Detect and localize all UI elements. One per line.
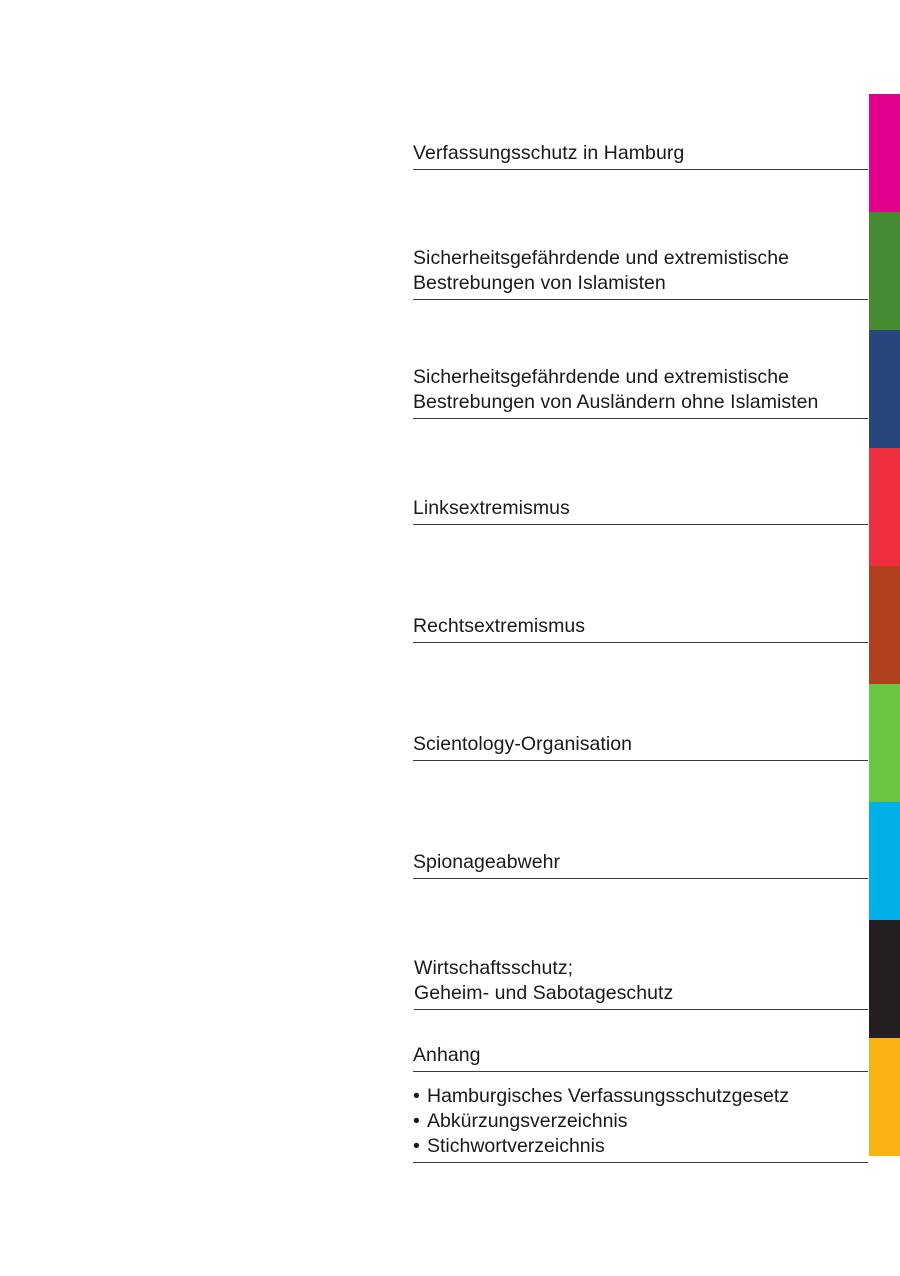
tab-rechtsextremismus[interactable] bbox=[869, 566, 900, 684]
list-item[interactable]: • Hamburgisches Verfassungsschutzgesetz bbox=[413, 1085, 790, 1107]
tab-islamisten[interactable] bbox=[869, 212, 900, 330]
section-title: Geheim- und Sabotageschutz bbox=[414, 982, 674, 1004]
section-entry-anhang[interactable] bbox=[413, 1043, 868, 1072]
tab-spionageabwehr[interactable] bbox=[869, 802, 900, 920]
section-entry-rechtsextremismus[interactable] bbox=[413, 614, 868, 643]
tab-linksextremismus[interactable] bbox=[869, 448, 900, 566]
tab-verfassungsschutz[interactable] bbox=[869, 94, 900, 212]
section-entry-islamisten[interactable] bbox=[413, 246, 868, 300]
bullet-icon: • bbox=[413, 1135, 420, 1157]
section-entry-verfassungsschutz[interactable] bbox=[413, 141, 868, 170]
section-title: Sicherheitsgefährdende und extremistische bbox=[413, 366, 790, 388]
bullet-icon: • bbox=[413, 1110, 420, 1132]
section-title: Bestrebungen von Ausländern ohne Islamisten bbox=[413, 391, 819, 413]
section-title: Rechtsextremismus bbox=[413, 615, 586, 637]
section-entry-scientology[interactable] bbox=[413, 732, 868, 761]
section-title: Anhang bbox=[413, 1044, 481, 1066]
list-item[interactable]: • Abkürzungsverzeichnis bbox=[413, 1110, 628, 1132]
list-item[interactable]: • Stichwortverzeichnis bbox=[413, 1135, 605, 1157]
bullet-icon: • bbox=[413, 1085, 420, 1107]
section-entry-wirtschaftsschutz[interactable] bbox=[414, 956, 868, 1010]
tab-scientology[interactable] bbox=[869, 684, 900, 802]
section-title: Spionageabwehr bbox=[413, 851, 561, 873]
section-entry-spionageabwehr[interactable] bbox=[413, 850, 868, 879]
section-title: Scientology-Organisation bbox=[413, 733, 633, 755]
section-title: Wirtschaftsschutz; bbox=[414, 957, 574, 979]
tab-anhang[interactable] bbox=[869, 1038, 900, 1156]
section-color-tabs bbox=[869, 94, 900, 1156]
appendix-list bbox=[413, 1084, 868, 1163]
section-title: Sicherheitsgefährdende und extremistische bbox=[413, 247, 790, 269]
tab-wirtschaftsschutz[interactable] bbox=[869, 920, 900, 1038]
tab-auslaender[interactable] bbox=[869, 330, 900, 448]
section-entry-auslaender[interactable] bbox=[413, 365, 868, 419]
section-title: Linksextremismus bbox=[413, 497, 570, 519]
section-title: Verfassungsschutz in Hamburg bbox=[413, 142, 685, 164]
section-title: Bestrebungen von Islamisten bbox=[413, 272, 666, 294]
section-entry-linksextremismus[interactable] bbox=[413, 496, 868, 525]
